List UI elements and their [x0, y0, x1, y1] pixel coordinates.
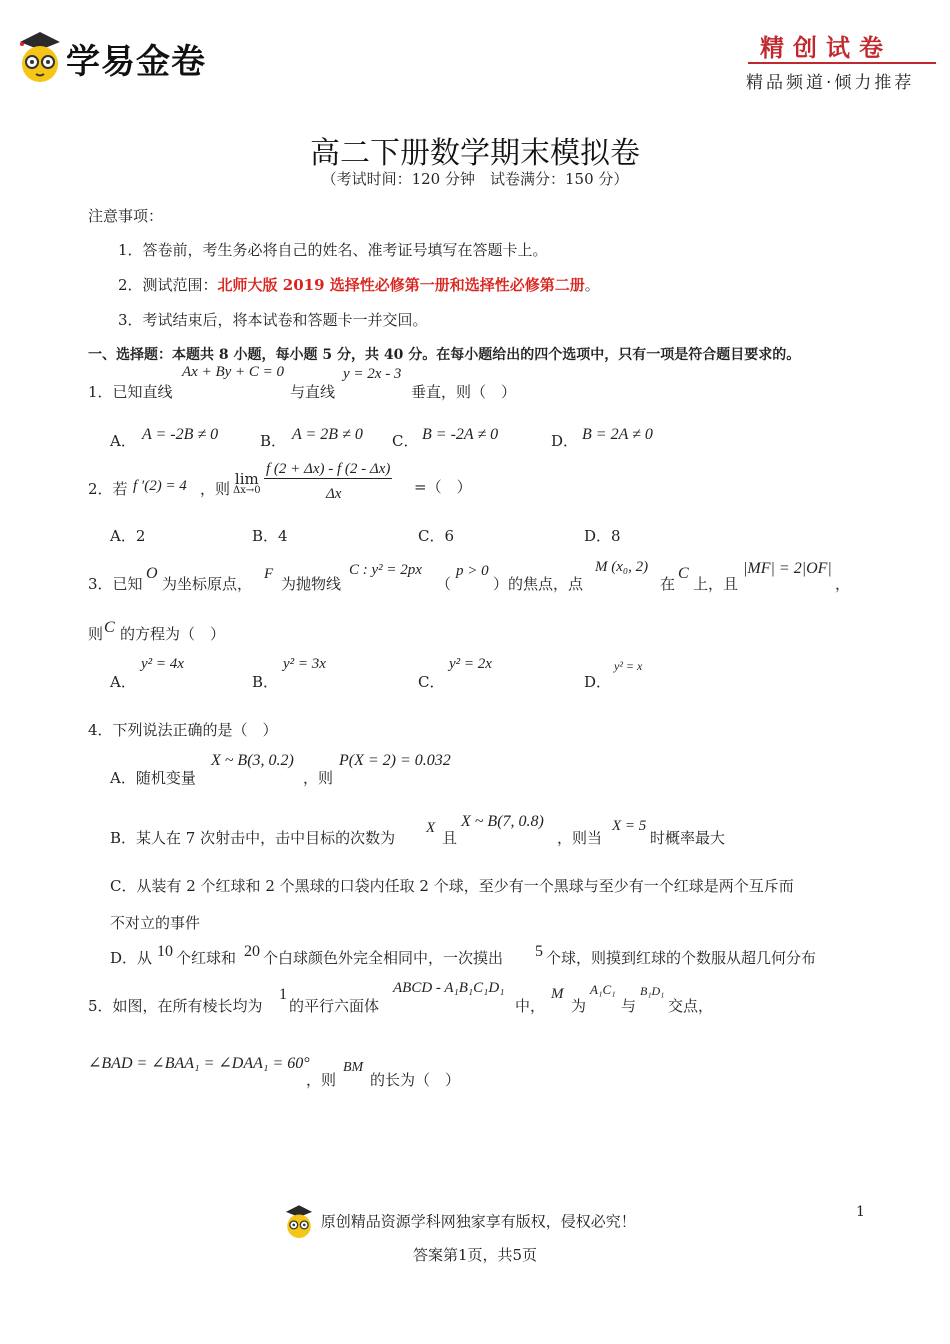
q1-option-b: A = 2B ≠ 0 — [292, 426, 363, 443]
q2-option-b: B．4 — [252, 527, 288, 545]
q3-M: M (x₀, 2) — [595, 559, 649, 575]
q3-line2-C: C — [104, 619, 115, 636]
copyright-text: 原创精品资源学科网独家享有版权，侵权必究！ — [320, 1212, 636, 1231]
q5-seg1: A₁C₁ — [590, 982, 616, 997]
q4-option-a-expr2: P(X = 2) = 0.032 — [339, 752, 451, 769]
q4-option-b-expr2: X = 5 — [612, 818, 647, 834]
q3-option-c: y² = 2x — [449, 656, 492, 672]
q2-option-a: A．2 — [110, 527, 146, 545]
q5-stem-h: 的长为（ ） — [370, 1071, 461, 1089]
q3-parabola: C : y² = 2px — [349, 562, 422, 578]
q2-lim-word: lim — [234, 470, 259, 488]
q1-option-a: A = -2B ≠ 0 — [142, 426, 219, 443]
q2-frac-den: Δx — [326, 486, 342, 502]
q2-expr1: f ′(2) = 4 — [133, 478, 187, 494]
q5-stem-c: 中， — [515, 997, 546, 1015]
logo-text: 学易金卷 — [66, 42, 206, 82]
q4-option-a-then: ，则 — [303, 769, 334, 787]
q4-option-b-text: B．某人在 7 次射击中，击中目标的次数为 — [110, 829, 396, 847]
q3-option-a: y² = 4x — [141, 656, 184, 672]
q2-lim — [233, 470, 261, 496]
q4-option-b-end: 时概率最大 — [650, 829, 726, 847]
q3-cond-close: ）的焦点，点 — [493, 575, 584, 593]
q5-seg2: B₁D₁ — [640, 984, 665, 998]
q3-cond-open: （ — [436, 575, 452, 593]
page-info: 答案第1页，共5页 — [412, 1246, 538, 1264]
q5-M: M — [551, 986, 564, 1002]
logo — [14, 28, 254, 84]
page-number: 1 — [856, 1204, 865, 1220]
notes-item-1: 1．答卷前，考生务必将自己的姓名、准考证号填写在答题卡上。 — [118, 241, 548, 259]
q3-F: F — [264, 566, 274, 582]
q3-stem-c: 为抛物线 — [281, 575, 342, 593]
q4-option-d-c: 个白球颜色外完全相同中，一次摸出 — [263, 949, 504, 967]
q1-option-c-label: C． — [392, 432, 419, 450]
q2-frac-num: f (2 + Δx) - f (2 - Δx) — [266, 461, 391, 477]
brand-divider — [748, 62, 936, 64]
q4-option-d-d: 个球，则摸到红球的个数服从超几何分布 — [546, 949, 817, 967]
footer-copyright — [282, 1202, 636, 1240]
q4-option-d-a: D．从 — [110, 949, 153, 967]
test-scope: 北师大版 2019 选择性必修第一册和选择性必修第二册 — [217, 276, 585, 294]
brand-title: 精创试卷 — [760, 34, 892, 62]
q2-stem-b: ，则 — [200, 480, 231, 498]
q4-option-b-expr1: X ~ B(7, 0.8) — [461, 813, 544, 830]
q4-option-b-when: ，则当 — [557, 829, 603, 847]
q4-option-c-line2: 不对立的事件 — [110, 914, 201, 932]
q4-option-b-and: 且 — [442, 829, 458, 847]
q1-stem-c: 垂直，则（ ） — [411, 383, 517, 401]
owl-mascot-icon — [14, 28, 66, 84]
q5-stem-d: 为 — [571, 997, 587, 1015]
q4-option-a-expr1: X ~ B(3, 0.2) — [211, 752, 294, 769]
q3-line2-b: 的方程为（ ） — [120, 625, 226, 643]
q5-stem-g: ，则 — [306, 1071, 337, 1089]
q5-stem-a: 5．如图，在所有棱长均为 — [88, 997, 263, 1015]
q1-expr2: y = 2x - 3 — [343, 366, 402, 382]
q4-option-b-X: X — [426, 820, 436, 836]
q2-option-d: D．8 — [584, 527, 621, 545]
q2-stem-c: =（ ） — [414, 478, 472, 496]
q5-stem-b: 的平行六面体 — [289, 997, 380, 1015]
q4-option-d-b: 个红球和 — [176, 949, 237, 967]
q3-option-c-label: C． — [418, 673, 445, 691]
q3-option-d: y² = x — [614, 659, 643, 673]
section-heading: 一、选择题：本题共 8 小题，每小题 5 分，共 40 分。在每小题给出的四个选项中，只有一项是符合题目要求的。 — [88, 347, 801, 363]
q3-stem-f: ， — [835, 575, 851, 593]
q1-option-d-label: D． — [551, 432, 579, 450]
q3-stem-b: 为坐标原点， — [162, 575, 253, 593]
q5-one: 1 — [279, 986, 287, 1003]
q3-line2-a: 则 — [88, 625, 104, 643]
exam-subtitle: （考试时间：120 分钟 试卷满分：150 分） — [321, 170, 629, 188]
q4-stem: 4．下列说法正确的是（ ） — [88, 721, 278, 739]
q3-option-d-label: D． — [584, 673, 612, 691]
notes-item-2-prefix: 2．测试范围： — [118, 276, 218, 294]
q4-option-d-n3: 5 — [535, 943, 543, 960]
q4-option-c-line1: C．从装有 2 个红球和 2 个黑球的口袋内任取 2 个球，至少有一个黑球与至少有一个红球是两个互斥而 — [110, 877, 794, 895]
q3-option-a-label: A． — [110, 673, 136, 691]
q1-expr1: Ax + By + C = 0 — [182, 364, 285, 380]
q1-option-a-label: A． — [110, 432, 136, 450]
q4-option-d-n2: 20 — [244, 943, 260, 960]
q2-option-c: C．6 — [418, 527, 455, 545]
page-title: 高二下册数学期末模拟卷 — [310, 136, 640, 171]
q1-option-b-label: B． — [260, 432, 287, 450]
q3-cond: p > 0 — [456, 563, 489, 579]
q3-O: O — [146, 565, 158, 582]
q3-option-b-label: B． — [252, 673, 279, 691]
q2-lim-sub: Δx→0 — [233, 485, 261, 496]
q5-BM: BM — [343, 1060, 364, 1075]
q3-stem-a: 3．已知 — [88, 575, 143, 593]
brand-block — [744, 28, 936, 92]
owl-mascot-small-icon — [282, 1202, 316, 1240]
q3-relation: |MF| = 2|OF| — [743, 560, 832, 577]
q3-stem-e: 上，且 — [693, 575, 739, 593]
q3-C: C — [678, 565, 689, 582]
brand-subtitle: 精品频道·倾力推荐 — [746, 73, 915, 93]
q2-stem-a: 2．若 — [88, 480, 128, 498]
q1-stem-b: 与直线 — [290, 383, 336, 401]
q4-option-a-text: A．随机变量 — [110, 769, 196, 787]
q1-option-c: B = -2A ≠ 0 — [422, 426, 499, 443]
q5-stem-f: 交点， — [668, 997, 714, 1015]
notes-heading: 注意事项： — [88, 207, 164, 225]
notes-item-3: 3．考试结束后，将本试卷和答题卡一并交回。 — [118, 311, 428, 329]
q3-stem-d: 在 — [660, 575, 676, 593]
notes-item-2 — [118, 274, 600, 295]
q4-option-d-n1: 10 — [157, 943, 173, 960]
q1-stem-a: 1．已知直线 — [88, 383, 173, 401]
q5-solid: ABCD - A₁B₁C₁D₁ — [393, 980, 505, 996]
q5-angles: ∠BAD = ∠BAA₁ = ∠DAA₁ = 60° — [88, 1055, 310, 1072]
q1-option-d: B = 2A ≠ 0 — [582, 426, 653, 443]
q5-stem-e: 与 — [621, 997, 637, 1015]
notes-item-2-suffix: 。 — [584, 276, 600, 294]
q3-option-b: y² = 3x — [283, 656, 326, 672]
